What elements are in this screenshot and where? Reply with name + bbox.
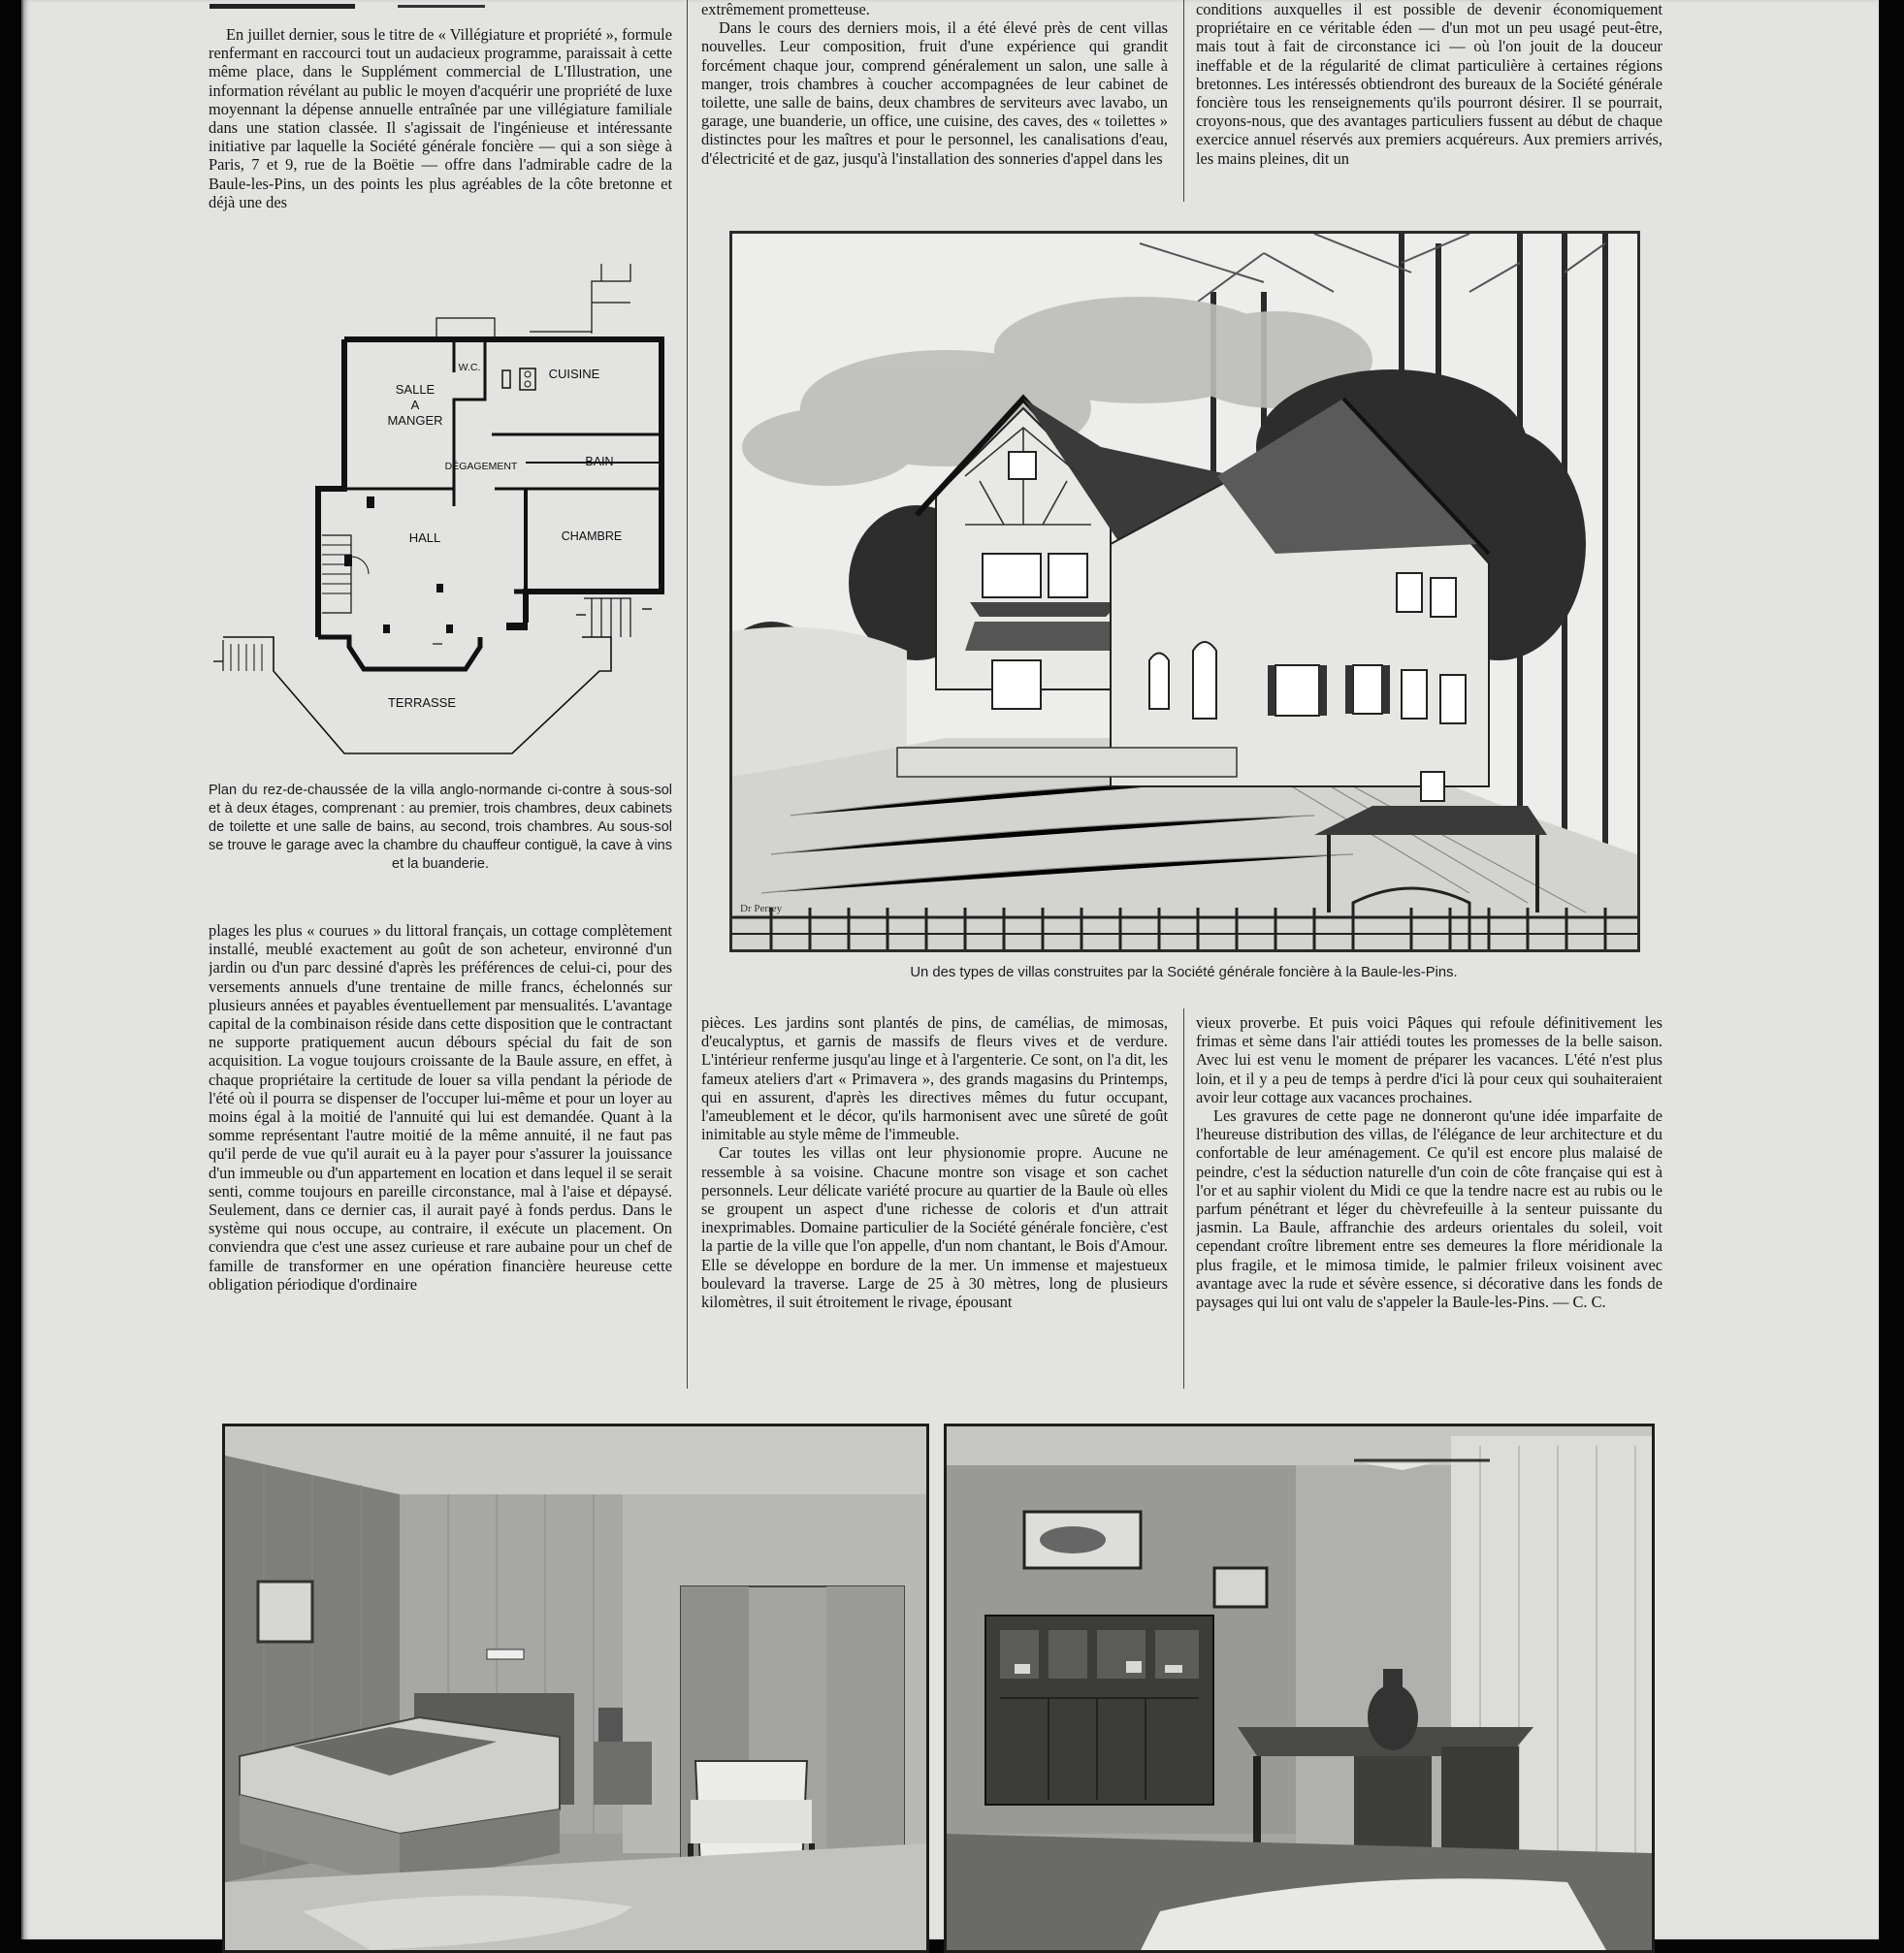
article-col3-bottom	[1196, 1013, 1662, 1390]
article-paragraph: extrêmement prometteuse.	[701, 0, 870, 18]
floor-plan-caption	[209, 782, 672, 874]
dining-room-photo	[944, 1424, 1655, 1953]
article-col2-bottom	[701, 1013, 1168, 1390]
article-col3-top	[1196, 0, 1662, 204]
villa-illustration	[729, 231, 1640, 952]
article-paragraph: vieux proverbe. Et puis voici Pâques qui refoule définitivement les frimas et sème dans l'air attiédi toutes les promesses de la belle saison. Avec lui est venu le moment de préparer les vacances. L'été n'est plus loin, et il y a peu de temps à perdre d'ici là pour ceux qui souhaiteraient avoir leur cottage aux vacances prochaines.	[1196, 1013, 1662, 1106]
plan-label-salle: SALLE	[395, 382, 436, 397]
column-rule-right	[1183, 0, 1184, 202]
article-paragraph: En juillet dernier, sous le titre de « Villégiature et propriété », formule renfermant en raccourci tout un audacieux programme, paraissait à cette même place, dans le Supplément commercial de L'Illustration, une information révélant au public le moyen d'acquérir une propriété de luxe moyennant la dépense annuelle entraînée par une villégiature familiale dans une station classée. Il s'agissait de l'ingénieuse et intéressante initiative par laquelle la Société générale foncière — qui a son siège à Paris, 7 et 9, rue de la Boëtie — offre dans l'admirable cadre de la Baule-les-Pins, un des points les plus agréables de la côte bretonne et déjà une des	[209, 25, 672, 211]
villa-drawing	[732, 234, 1637, 949]
column-rule-right-lower	[1183, 1009, 1184, 1389]
article-paragraph: Les gravures de cette page ne donneront qu'une idée imparfaite de l'heureuse distribution des villas, de l'élégance de leur architecture et du confortable de leur aménagement. Ce qu'il est encore plus malaisé de peindre, c'est la séduction naturelle d'un coin de côte française qui est à l'or et au saphir violent du Midi ce que la tendre nacre est au rubis ou le parfum pénétrant et léger du chèvrefeuille à la senteur puissante du jasmin. La Baule, affranchie des ardeurs orientales du soleil, voit cependant croître librement entre ses demeures la flore méridionale la plus fragile, et le mimosa timide, le palmier frileux voisinent avec avantage avec la rude et sévère essence, si décorative dans les fonds de paysages qui lui ont valu de s'appeler la Baule-les-Pins. — C. C.	[1196, 1106, 1662, 1312]
villa-caption-text: Un des types de villas construites par la Société générale foncière à la Baule-les-Pins.	[910, 965, 1458, 980]
column-rule-left	[687, 0, 688, 1389]
plan-label-degagement: DÉGAGEMENT	[444, 461, 518, 472]
illustrator-signature: Dr Perrey	[740, 903, 783, 914]
floor-plan-caption-text: Plan du rez-de-chaussée de la villa anglo-normande ci-contre à sous-sol et à deux étages, comprenant : au premier, trois chambres, deux cabinets de toilette et une salle de bains, au second, trois chambres. Au sous-sol se trouve le garage avec la chambre du chauffeur contiguë, la cave à vins et la buanderie.	[209, 783, 672, 872]
dining-room-image	[947, 1426, 1652, 1950]
masthead-stub	[210, 4, 355, 9]
plan-label-a: A	[410, 398, 420, 412]
article-paragraph: Car toutes les villas ont leur physionomie propre. Aucune ne ressemble à sa voisine. Chacune montre son visage et son cachet personnels. Leur délicate variété procure au quartier de la Baule où elles se groupent un aspect d'une richesse de coloris et d'un attrait inexprimables. Domaine particulier de la Société générale foncière, c'est la partie de la ville que l'on appelle, d'un nom chantant, le Bois d'Amour. Elle se développe en bordure de la mer. Un immense et majestueux boulevard la traverse. Large de 25 à 30 mètres, long de plusieurs kilomètres, il suit étroitement le rivage, épousant	[701, 1143, 1168, 1312]
article-paragraph: Dans le cours des derniers mois, il a été élevé près de cent villas nouvelles. Leur composition, fruit d'une expérience qui grandit forcément chaque jour, comprend généralement un salon, une salle à manger, trois chambres à coucher accompagnées de leur cabinet de toilette, une salle de bains, deux chambres de serviteurs avec lavabo, un garage, une buanderie, un office, une cuisine, des caves, des « toilettes » distinctes pour les maîtres et pour le personnel, les canalisations d'eau, d'électricité et de gaz, jusqu'à l'installation des sonneries d'appel dans les	[701, 18, 1168, 168]
article-col1-top	[209, 25, 672, 250]
plan-label-manger: MANGER	[387, 413, 443, 428]
plan-label-chambre: CHAMBRE	[561, 529, 623, 543]
article-paragraph: pièces. Les jardins sont plantés de pins, de camélias, de mimosas, d'eucalyptus, et garnis de massifs de fleurs vives et de verdure. L'intérieur renferme jusqu'au linge et à l'argenterie. Ce sont, on l'a dit, les fameux ateliers d'art « Primavera », des grands magasins du Printemps, qui en assurent, d'après les directives mêmes du futur occupant, l'ameublement et le décor, qu'ils harmonisent avec une sûreté de goût inimitable au style même de l'immeuble.	[701, 1013, 1168, 1144]
plan-label-cuisine: CUISINE	[548, 367, 600, 381]
bedroom-photo	[222, 1424, 929, 1953]
bedroom-image	[225, 1426, 926, 1950]
villa-caption	[729, 964, 1638, 982]
page-edge	[21, 0, 23, 1939]
article-paragraph: plages les plus « courues » du littoral français, un cottage complètement installé, meublé exactement au goût de son acheteur, environné d'un jardin ou d'un parc dessiné d'après les préférences de celui-ci, pour des versements annuels d'une trentaine de mille francs, échelonnés sur plusieurs années et payables éventuellement par mensualités. L'avantage capital de la combinaison réside dans cette disposition que le contractant ne supporte pratiquement aucun débours spécial du fait de son acquisition. La vogue toujours croissante de la Baule assure, en effet, à chaque propriétaire la certitude de louer sa villa pendant la période de l'été où il pourra se dispenser de l'occuper lui-même et pour un loyer au moins égal à la moitié de l'annuité qui lui est demandée. Quant à la somme représentant l'autre moitié de la même annuité, il ne faut pas qu'il perde de vue qu'il aurait eu à la payer pour s'assurer la jouissance d'un immeuble ou d'un appartement en location et dans lequel il se serait senti, comme toujours en pareille circonstance, mal à l'aise et dépaysé. Seulement, dans ce dernier cas, il aurait payé à fonds perdus. Dans le système qui nous occupe, au contraire, il exécute un placement. On conviendra que c'est une assez curieuse et rare aubaine pour un chef de famille de transformer en une opération financière heureuse cette obligation périodique d'ordinaire	[209, 921, 672, 1294]
plan-label-bain: BAIN	[585, 455, 614, 468]
plan-label-terrasse: TERRASSE	[387, 695, 457, 710]
plan-label-wc: W.C.	[458, 362, 481, 373]
article-col1-bottom	[209, 921, 672, 1390]
article-paragraph: conditions auxquelles il est possible de devenir économiquement propriétaire en ce véritable éden — d'un mot un peu usagé peut-être, mais tout à fait de circonstance ici — où l'on jouit de la douceur ineffable et de la régularité de climat particulière à certaines régions bretonnes. Les intéressés obtiendront des bureaux de la Société générale foncière tous les renseignements qu'ils pourront désirer. Il se pourrait, croyons-nous, que des avantages particuliers fussent au début de chaque exercice annuel réservés aux premiers acquéreurs. Aux premiers arrivés, les mains pleines, dit un	[1196, 0, 1662, 168]
masthead-stub-2	[398, 5, 485, 8]
article-col2-top	[701, 0, 1168, 204]
floor-plan	[204, 264, 687, 768]
plan-label-hall: HALL	[408, 530, 441, 545]
